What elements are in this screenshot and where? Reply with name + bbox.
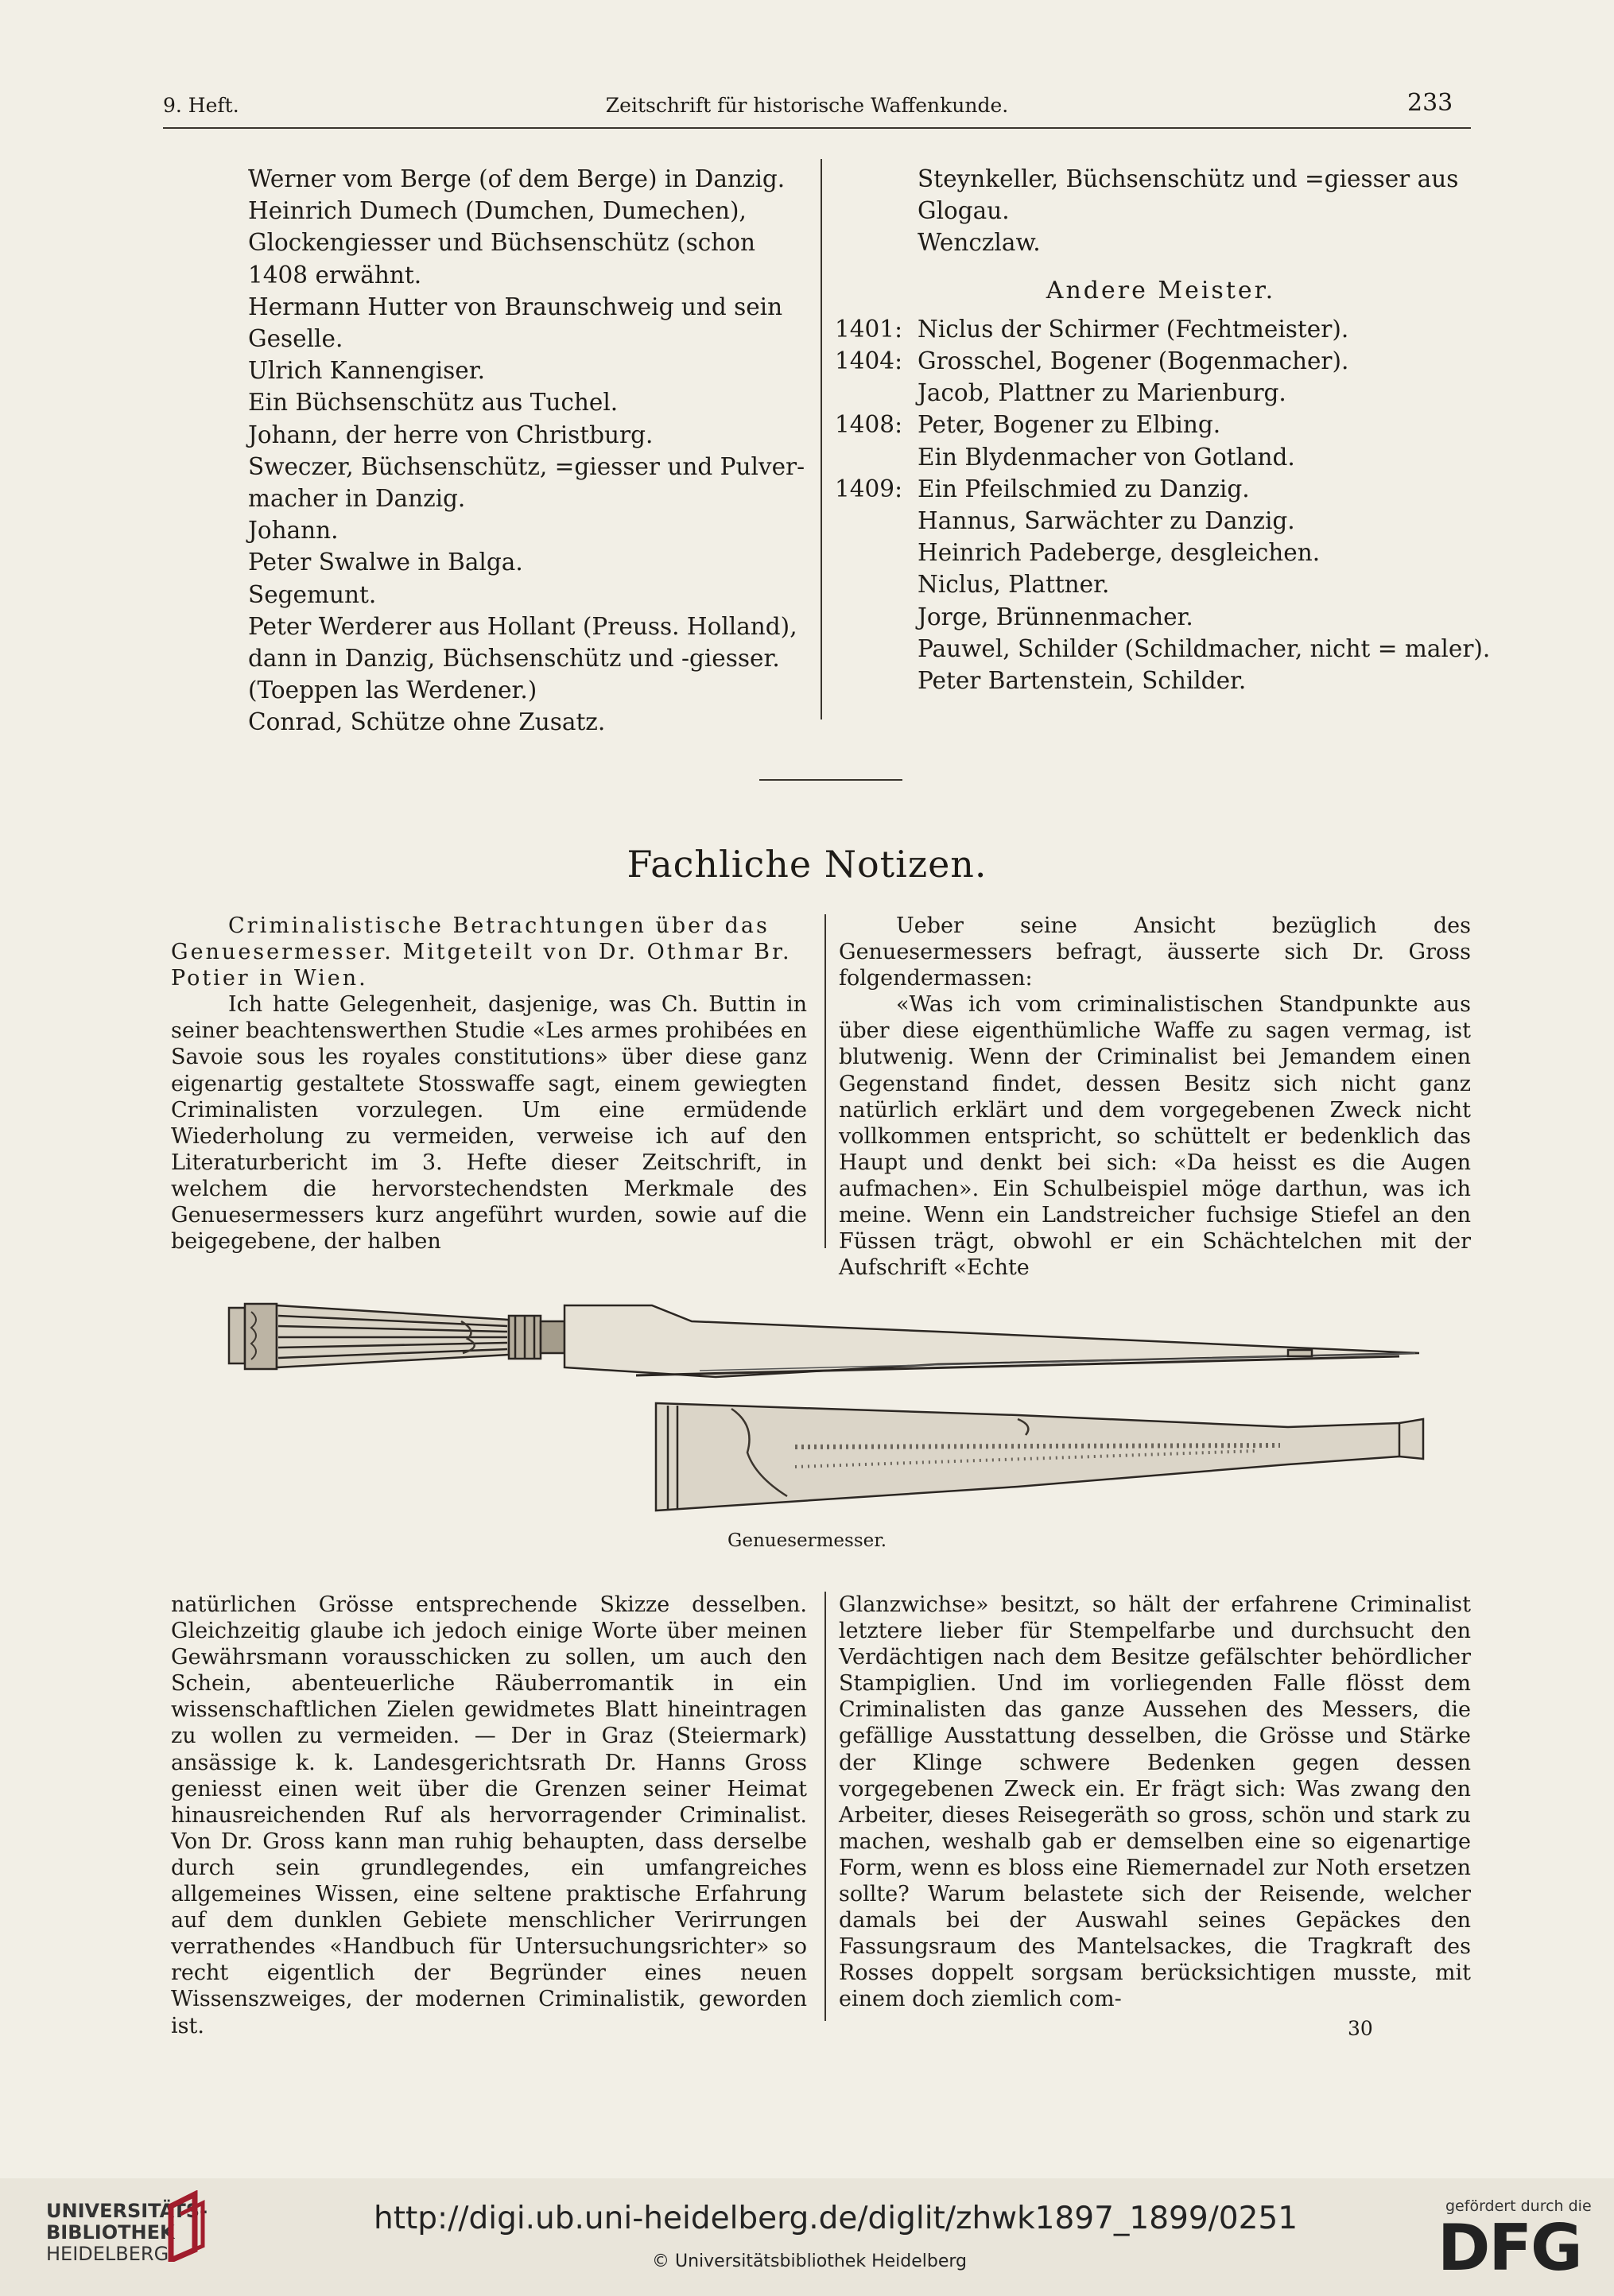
running-head-left: 9. Heft. xyxy=(163,94,239,117)
name-entry: Conrad, Schütze ohne Zusatz. xyxy=(248,708,606,736)
name-entry: 1408 erwähnt. xyxy=(248,261,422,289)
article-heading-line-2 xyxy=(171,939,807,965)
article-column-top-right xyxy=(839,913,1471,1281)
article-column-bottom-left xyxy=(171,1592,807,2039)
meister-text: Peter Bartenstein, Schilder. xyxy=(918,667,1247,695)
meister-text: Niclus, Plattner. xyxy=(918,571,1110,599)
meister-entry xyxy=(835,537,1487,568)
name-entry: Segemunt. xyxy=(248,580,377,608)
article-paragraph-quote: «Was ich vom criminalistischen Standpunkte aus über diese eigenthümliche Waffe zu sagen vermag, ist blutwenig. Wenn der Criminalist bei Jemandem einen Gegenstand findet, dessen Besitz sich nicht ganz natürlich erklärt und dem vorgegebenen Zweck nicht vollkommen entspricht, so schüttelt er bedenklich das Haupt und denkt bei sich: «Da heisst es die Augen aufmachen». Ein Schulbeispiel möge darthun, was ich meine. Wenn ein Landstreicher fuchsige Stiefel an den Füssen trägt, obwohl er ein Schächtelchen mit der Aufschrift «Echte xyxy=(839,992,1471,1281)
meister-entry xyxy=(835,441,1487,473)
article-column-bottom-right xyxy=(839,1592,1471,2013)
meister-entry xyxy=(835,505,1487,537)
column-rule-middle xyxy=(824,914,826,1248)
institution-line: BIBLIOTHEK xyxy=(46,2221,175,2244)
name-entry: Johann, der herre von Christburg. xyxy=(248,421,654,448)
signature-mark: 30 xyxy=(1348,2017,1373,2040)
dfg-logo: DFG xyxy=(1437,2211,1581,2285)
meister-text: Ein Blydenmacher von Gotland. xyxy=(918,443,1295,471)
name-entry: Ulrich Kannengiser. xyxy=(248,357,485,385)
article-paragraph-question: Ueber seine Ansicht bezüglich des Genuesermessers befragt, äusserte sich Dr. Gross folgendermassen: xyxy=(839,913,1471,991)
meister-text: Hannus, Sarwächter zu Danzig. xyxy=(918,507,1295,535)
name-entry: Werner vom Berge (of dem Berge) in Danzig. xyxy=(248,165,786,192)
article-body-top-left: Ich hatte Gelegenheit, dasjenige, was Ch. Buttin in seiner beachtenswerthen Studie «Les armes prohibées en Savoie sous les royales constitutions» über diese ganz eigenartig gestaltete Stosswaffe sagt, einem gewiegten Criminalisten vorzulegen. Um eine ermüdende Wiederholung zu vermeiden, verweise ich auf den Literaturbericht im 3. Hefte dieser Zeitschrift, in welchem die hervorstechendsten Merkmale des Genuesermessers kurz angeführt wurden, sowie auf die beigegebene, der halben xyxy=(171,992,807,1255)
funding-note: gefördert durch die xyxy=(1445,2197,1592,2215)
article-heading-topic: Genuesermesser. xyxy=(171,940,394,965)
name-entry: (Toeppen las Werdener.) xyxy=(248,677,537,704)
article-column-top-left xyxy=(171,913,807,1255)
andere-meister-heading: Andere Meister. xyxy=(1046,276,1276,304)
article-body-bottom-left: natürlichen Grösse entsprechende Skizze desselben. Gleichzeitig glaube ich jedoch einige Worte über meinen Gewährsmann vorausschicken zu sollen, um auch den Schein, abenteuerliche Räuberromantik in ein wissenschaftlichen Zielen gewidmetes Blatt hineintragen zu wollen zu vermeiden. — Der in Graz (Steiermark) ansässige k. k. Landesgerichtsrath Dr. Hanns Gross geniesst einen weit über die Grenzen seiner Heimat hinausreichenden Ruf als hervorragender Criminalist. Von Dr. Gross kann man ruhig behaupten, dass derselbe durch sein grundlegendes, ein umfangreiches allgemeines Wissen, eine seltene praktische Erfahrung auf dem dunklen Gebiete menschlicher Verirrungen verrathendes «Handbuch für Untersuchungsrichter» so recht eigentlich der Begründer eines neuen Wissenszweiges, der modernen Criminalistik, geworden ist. xyxy=(171,1592,807,2038)
institution-line: UNIVERSITÄTS- xyxy=(46,2200,208,2222)
meister-entry xyxy=(835,633,1491,665)
name-entry: Glockengiesser und Büchsenschütz (schon xyxy=(248,229,756,257)
name-entry: Sweczer, Büchsenschütz, =giesser und Pulver- xyxy=(248,452,805,480)
meister-entry xyxy=(835,473,1487,505)
article-body-bottom-right: Glanzwichse» besitzt, so hält der erfahrene Criminalist letztere lieber für Stempelfarbe und durchsucht den Verdächtigen nach dem Besitze gefälschter behördlicher Stampiglien. Und im vorliegenden Falle flösst dem Criminalisten das ganze Aussehen des Messers, die gefällige Ausstattung desselben, die Grösse und Stärke der Klinge schwere Bedenken gegen dessen vorgegebenen Zweck ein. Er frägt sich: Was zwang den Arbeiter, dieses Reisegeräth so gross, schön und stark zu machen, weshalb gab er demselben eine so eigenartige Form, wenn es bloss eine Riemernadel zur Noth ersetzen sollte? Warum belastete sich der Reisende, welcher damals bei der Auswahl seines Gepäckes den Fassungsraum des Mantelsackes, die Tragkraft des Rosses doppelt sorgsam berücksichtigen musste, mit einem doch ziemlich com- xyxy=(839,1592,1471,2012)
copyright-notice: © Universitätsbibliothek Heidelberg xyxy=(652,2251,968,2271)
institution-line: HEIDELBERG xyxy=(46,2243,169,2265)
meister-entry xyxy=(835,377,1487,409)
genuesermesser-illustration xyxy=(223,1288,1447,1518)
meister-text: Jorge, Brünnenmacher. xyxy=(918,603,1193,630)
library-logo-icon xyxy=(163,2190,211,2262)
article-heading-credit: Mitgeteilt von Dr. Othmar Br. xyxy=(402,940,792,965)
name-entry: dann in Danzig, Büchsenschütz und -giesser. xyxy=(248,645,780,673)
name-entry: Johann. xyxy=(248,517,339,545)
meister-text: Grosschel, Bogener (Bogenmacher). xyxy=(918,347,1349,375)
column-rule-top xyxy=(821,159,822,719)
name-entry: Peter Werderer aus Hollant (Preuss. Holland), xyxy=(248,612,797,640)
meister-text: Jacob, Plattner zu Marienburg. xyxy=(918,379,1286,407)
meister-text: Pauwel, Schilder (Schildmacher, nicht = maler). xyxy=(918,634,1491,662)
meister-text: Peter, Bogener zu Elbing. xyxy=(918,411,1221,439)
meister-year: 1408: xyxy=(835,411,903,439)
name-entry: Ein Büchsenschütz aus Tuchel. xyxy=(248,389,619,417)
names-list-left xyxy=(248,163,805,739)
section-title: Fachliche Notizen. xyxy=(627,843,987,886)
name-entry: Heinrich Dumech (Dumchen, Dumechen), xyxy=(248,197,747,225)
name-entry: macher in Danzig. xyxy=(248,485,466,513)
names-right-top xyxy=(835,163,1487,259)
meister-text: Niclus der Schirmer (Fechtmeister). xyxy=(918,315,1349,343)
meister-entry xyxy=(835,345,1487,377)
header-rule xyxy=(163,127,1471,129)
andere-meister-list xyxy=(835,313,1491,696)
meister-year: 1409: xyxy=(835,475,903,502)
names-list-right xyxy=(835,163,1491,696)
meister-entry xyxy=(835,409,1487,440)
meister-text: Ein Pfeilschmied zu Danzig. xyxy=(918,475,1250,502)
meister-entry xyxy=(835,601,1487,633)
name-entry: Wenczlaw. xyxy=(918,229,1041,257)
name-entry: Peter Swalwe in Balga. xyxy=(248,549,523,576)
section-separator xyxy=(759,779,902,781)
article-author: Potier in Wien. xyxy=(171,966,368,991)
meister-entry xyxy=(835,313,1487,345)
sheath-illustration xyxy=(656,1403,1423,1511)
permalink-url[interactable]: http://digi.ub.uni-heidelberg.de/diglit/zhwk1897_1899/0251 xyxy=(374,2201,1298,2236)
meister-year: 1404: xyxy=(835,347,903,375)
digitization-footer xyxy=(0,2178,1614,2296)
article-heading-line-1: Criminalistische Betrachtungen über das xyxy=(228,913,770,938)
page-number: 233 xyxy=(1407,89,1453,117)
meister-entry xyxy=(835,568,1487,600)
column-rule-bottom xyxy=(824,1592,826,2021)
meister-text: Heinrich Padeberge, desgleichen. xyxy=(918,539,1321,567)
meister-year: 1401: xyxy=(835,315,903,343)
knife-illustration xyxy=(229,1304,1419,1377)
name-entry: Hermann Hutter von Braunschweig und sein xyxy=(248,293,783,320)
name-entry: Glogau. xyxy=(918,197,1010,225)
name-entry: Steynkeller, Büchsenschütz und =giesser aus xyxy=(918,165,1459,192)
meister-entry xyxy=(835,665,1487,696)
name-entry: Geselle. xyxy=(248,325,343,353)
running-head-title: Zeitschrift für historische Waffenkunde. xyxy=(605,94,1009,117)
figure-caption: Genuesermesser. xyxy=(727,1530,887,1551)
